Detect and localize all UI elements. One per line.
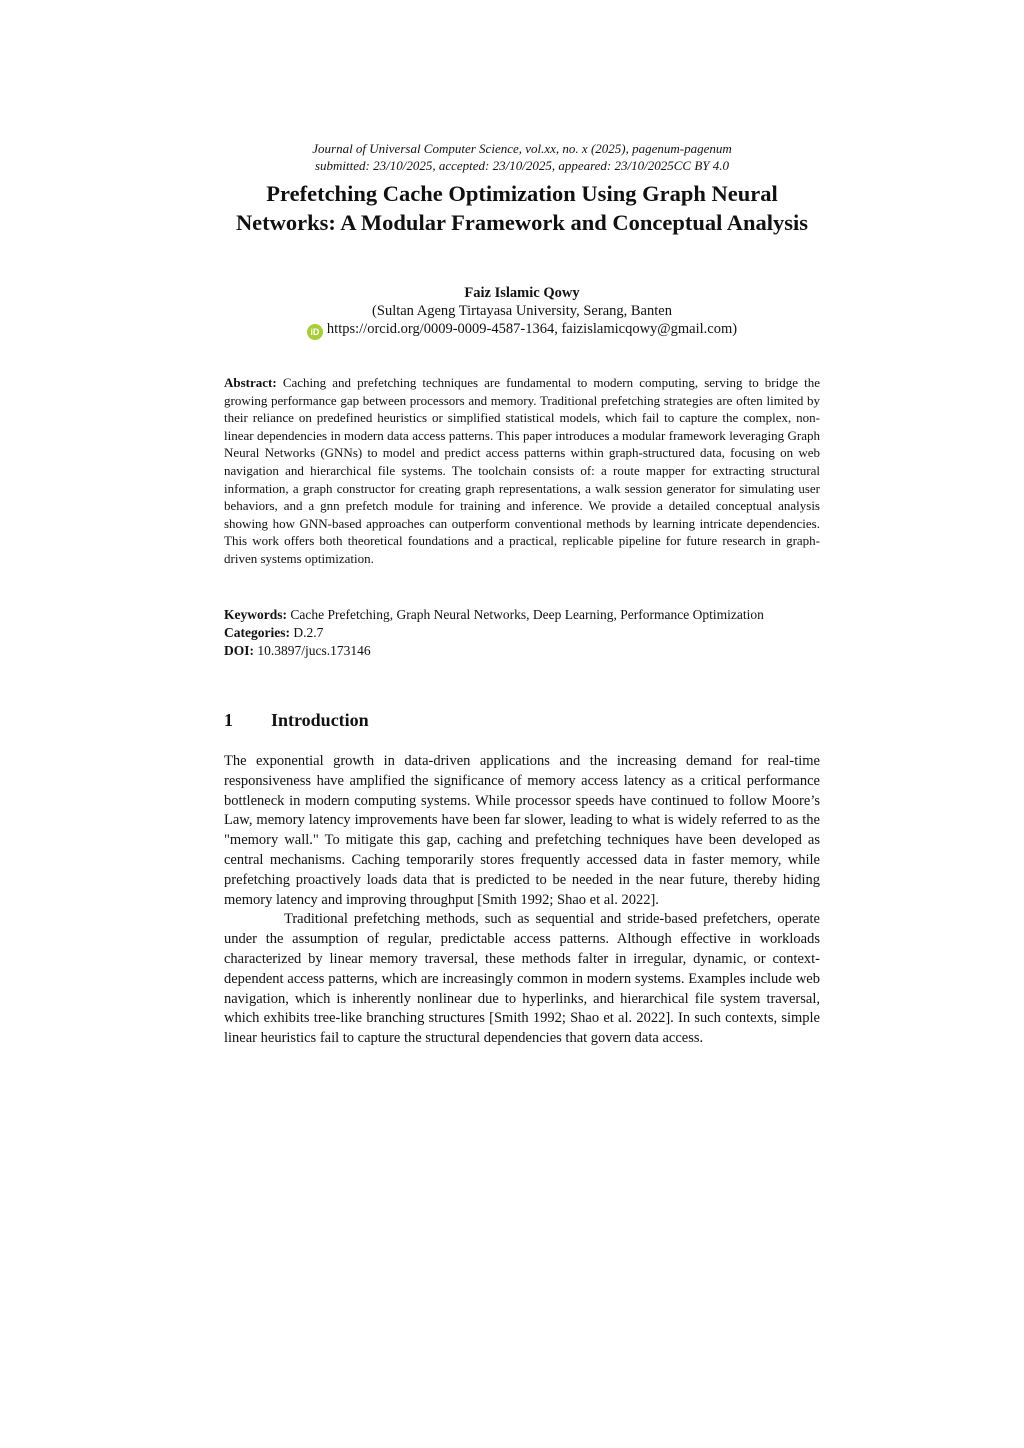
journal-citation: Journal of Universal Computer Science, vol.xx, no. x (2025), pagenum-pagenum <box>312 141 732 156</box>
section-heading-introduction <box>224 708 820 732</box>
categories-row <box>224 624 820 642</box>
doi-label: DOI: <box>224 643 254 658</box>
journal-header <box>224 140 820 174</box>
categories-label: Categories: <box>224 625 290 640</box>
author-contact[interactable]: https://orcid.org/0009-0009-4587-1364, faizislamicqowy@gmail.com) <box>326 321 738 337</box>
author-affiliation: (Sultan Ageng Tirtayasa University, Serang, Banten <box>372 303 672 319</box>
paragraph: The exponential growth in data-driven applications and the increasing demand for real-time responsiveness have amplified the significance of memory access latency as a critical performance bottleneck in modern computing systems. While processor speeds have continued to follow Moore’s Law, memory latency improvements have been far slower, leading to what is widely referred to as the "memory wall." To mitigate this gap, caching and prefetching techniques have been developed as central mechanisms. Caching temporarily stores frequently accessed data in faster memory, while prefetching proactively loads data that is predicted to be needed in the near future, thereby hiding memory latency and improving throughput [Smith 1992; Shao et al. 2022]. <box>224 753 820 908</box>
submission-dates: submitted: 23/10/2025, accepted: 23/10/2025, appeared: 23/10/2025CC BY 4.0 <box>314 158 730 173</box>
author-contact-line <box>224 320 820 340</box>
paragraph: Traditional prefetching methods, such as sequential and stride-based prefetchers, operate under the assumption of regular, predictable access patterns. Although effective in workloads characterized by linear memory traversal, these methods falter in irregular, dynamic, or context-dependent access patterns, which are increasingly common in modern systems. Examples include web navigation, which is inherently nonlinear due to hyperlinks, and hierarchical file system traversal, which exhibits tree-like branching structures [Smith 1992; Shao et al. 2022]. In such contexts, simple linear heuristics fail to capture the structural dependencies that govern data access. <box>224 911 820 1047</box>
author-block <box>224 284 820 340</box>
section-number: 1 <box>224 710 233 730</box>
categories-text: D.2.7 <box>293 625 324 640</box>
introduction-body <box>224 752 820 1049</box>
orcid-icon[interactable]: iD <box>307 324 323 340</box>
keywords-text: Cache Prefetching, Graph Neural Networks, Deep Learning, Performance Optimization <box>290 607 764 622</box>
doi-row <box>224 642 820 660</box>
abstract <box>224 374 820 568</box>
paper-metadata <box>224 606 820 660</box>
keywords-row <box>224 606 820 624</box>
keywords-label: Keywords: <box>224 607 287 622</box>
abstract-text: Caching and prefetching techniques are fundamental to modern computing, serving to bridge the growing performance gap between processors and memory. Traditional prefetching strategies are often limited by their reliance on predefined heuristics or simplified statistical models, which fail to capture the complex, non-linear dependencies in modern data access patterns. This paper introduces a modular framework leveraging Graph Neural Networks (GNNs) to model and predict access patterns within graph-structured data, focusing on web navigation and hierarchical file systems. The toolchain consists of: a route mapper for extracting structural information, a graph constructor for creating graph representations, a walk session generator for simulating user behaviors, and a gnn prefetch module for training and inference. We provide a detailed conceptual analysis showing how GNN-based approaches can outperform conventional methods by learning intricate dependencies. This work offers both theoretical foundations and a practical, replicable pipeline for future research in graph-driven systems optimization. <box>224 375 821 566</box>
author-name: Faiz Islamic Qowy <box>464 285 580 301</box>
paper-title: Prefetching Cache Optimization Using Graph Neural Networks: A Modular Framework and Conceptual Analysis <box>235 181 809 235</box>
doi-text[interactable]: 10.3897/jucs.173146 <box>257 643 371 658</box>
abstract-label: Abstract: <box>224 375 277 390</box>
section-title: Introduction <box>271 710 369 730</box>
